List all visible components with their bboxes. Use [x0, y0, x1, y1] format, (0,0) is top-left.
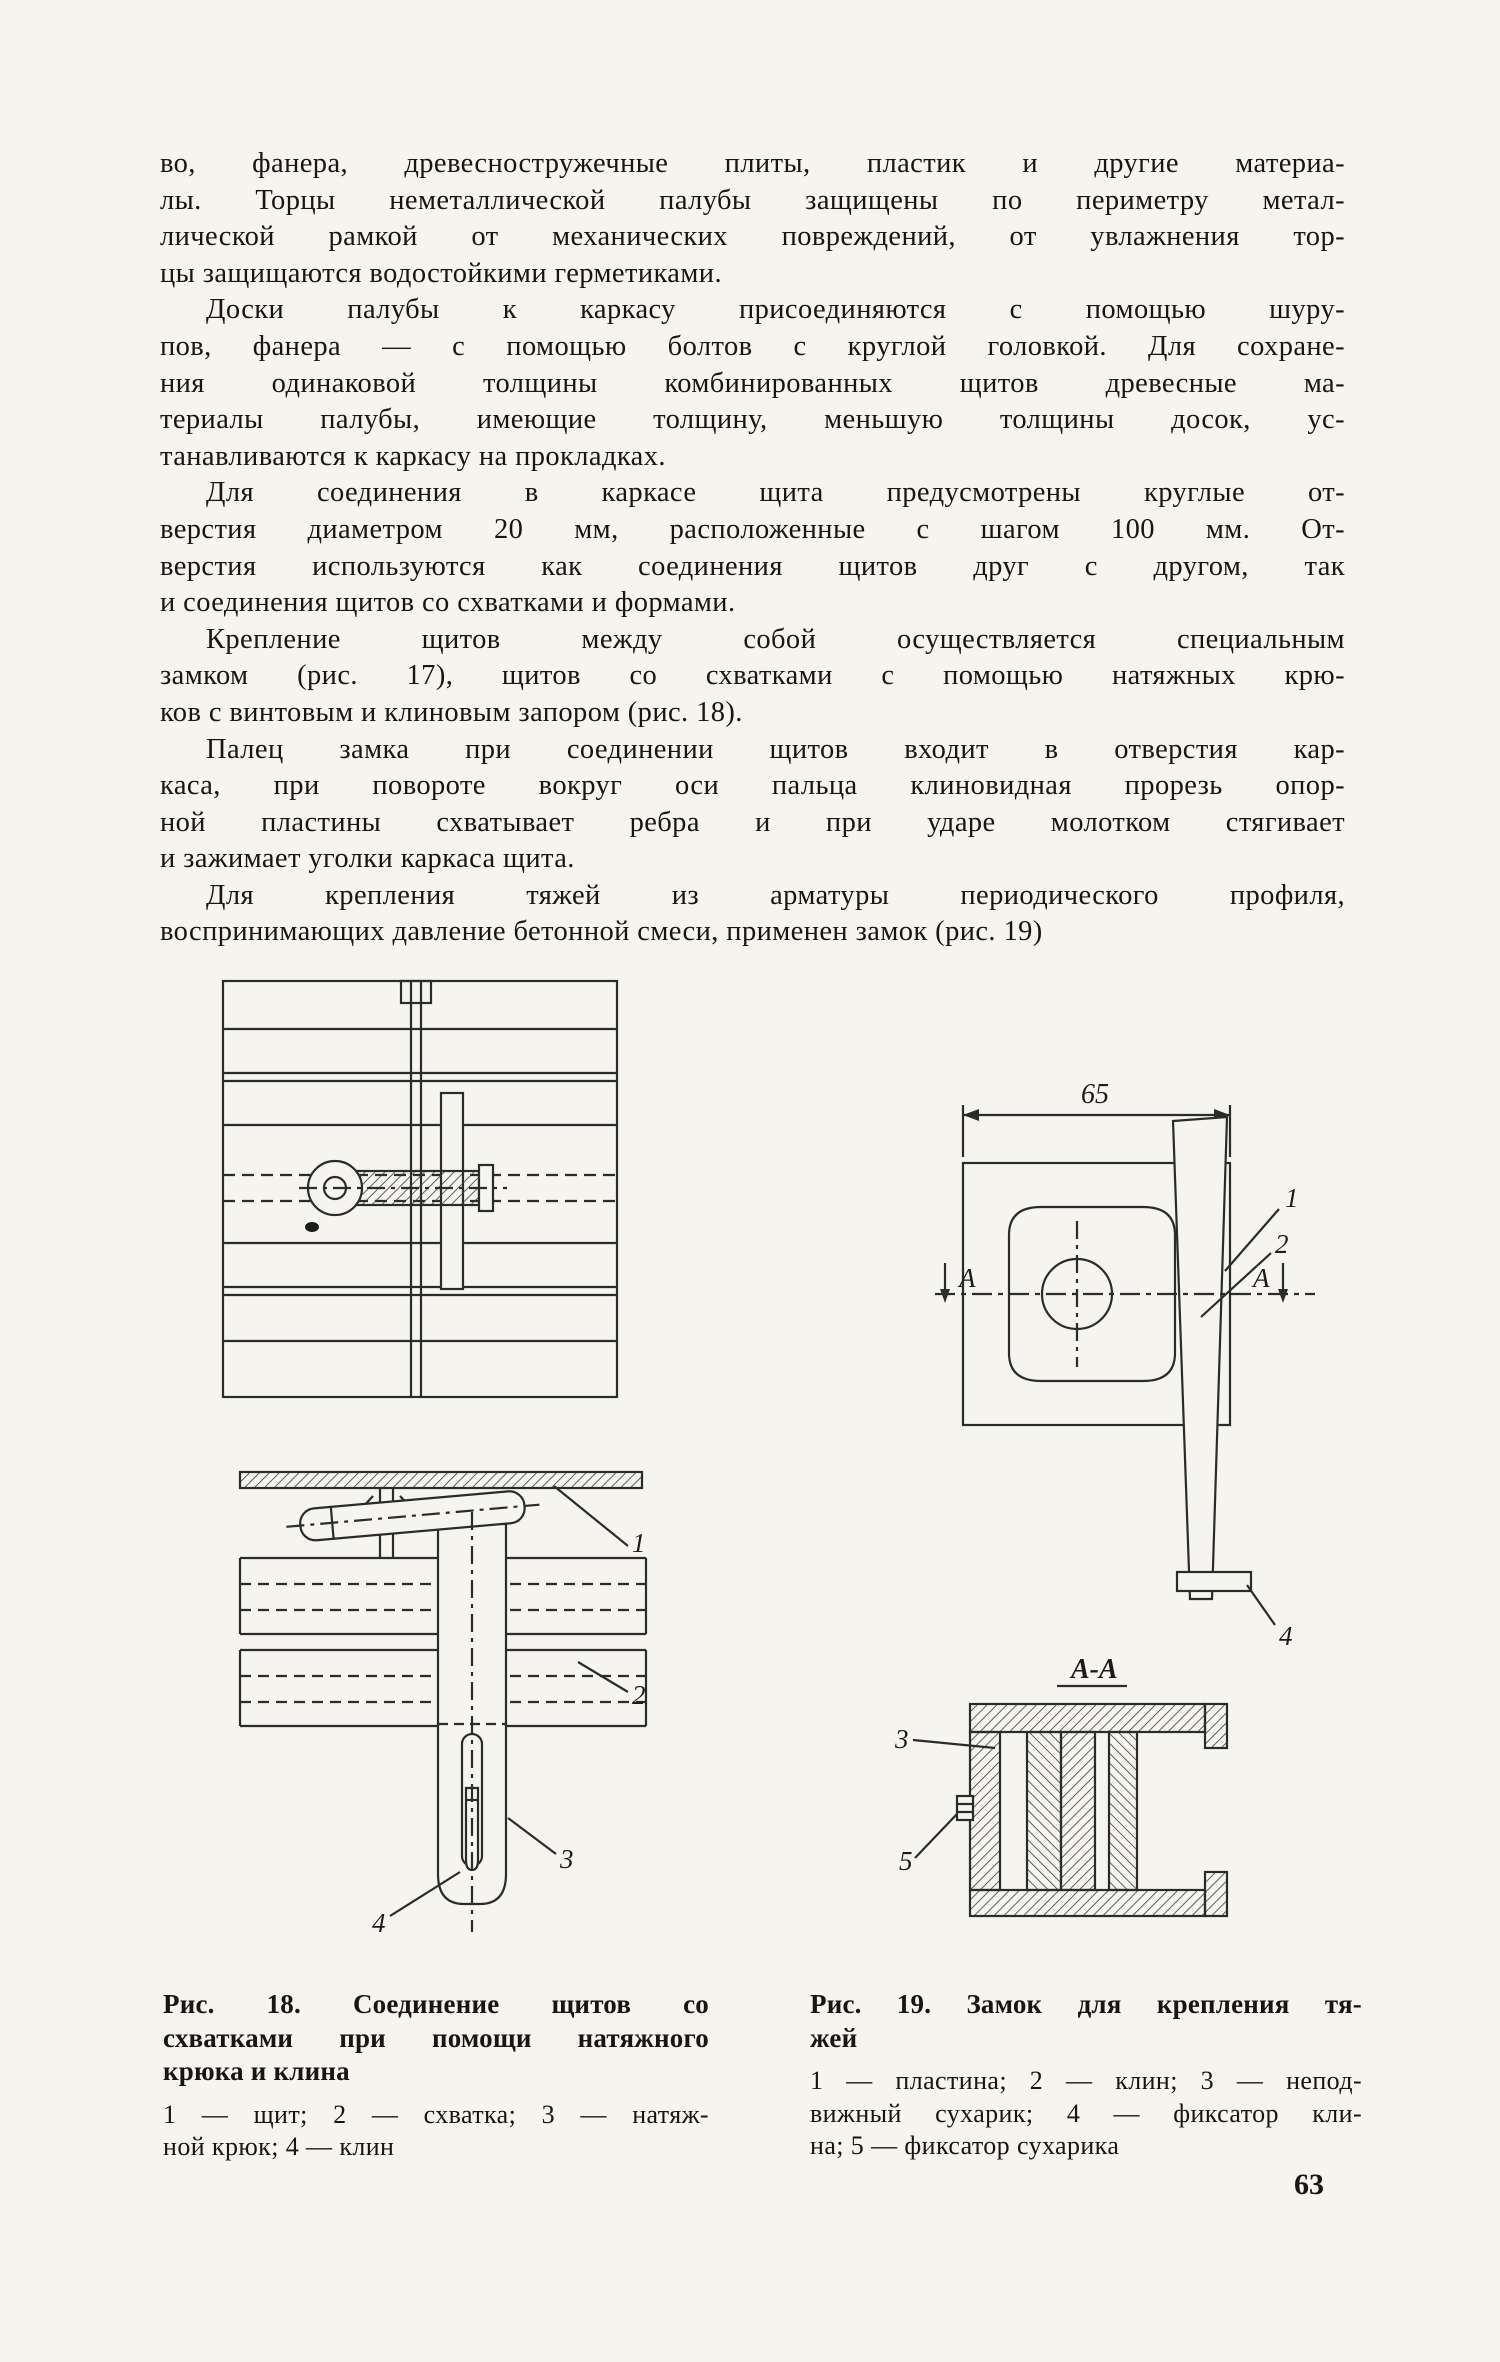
fig19-label-5: 5	[899, 1846, 913, 1876]
paragraph	[160, 292, 1345, 475]
text-line: на; 5 — фиксатор сухарика	[810, 2131, 1120, 2160]
figure-18-caption	[163, 1988, 709, 2164]
text-line: ния одинаковой толщины комбинированных щитов древесные ма-	[160, 367, 1345, 399]
fig19-label-4: 4	[1279, 1621, 1293, 1651]
figure-19-caption-legend	[810, 2065, 1362, 2163]
paragraph	[160, 732, 1345, 878]
panel-edge-section	[240, 1472, 642, 1488]
figure-19-caption-title	[810, 1988, 1362, 2055]
wedge	[1173, 1117, 1227, 1599]
fig18-label-1: 1	[632, 1528, 646, 1558]
fixed-block-section	[1027, 1732, 1061, 1890]
paragraph	[160, 878, 1345, 951]
text-block	[160, 146, 1345, 951]
page-number: 63	[1294, 2168, 1324, 2201]
text-line: Доски палубы к каркасу присоединяются с помощью шуру-	[206, 294, 1345, 326]
paragraph	[160, 622, 1345, 732]
wedge-section	[1061, 1732, 1095, 1890]
text-line: и зажимает уголки каркаса щита.	[160, 843, 575, 875]
fig19-section-title: А-А	[1071, 1654, 1118, 1685]
text-line: во, фанера, древесностружечные плиты, пластик и другие материа-	[160, 148, 1345, 179]
paragraph	[160, 475, 1345, 621]
figure-19-caption	[810, 1988, 1362, 2163]
text-line: териалы палубы, имеющие толщину, меньшую толщины досок, ус-	[160, 404, 1345, 436]
text-line: крюка и клина	[163, 2056, 350, 2086]
figure-19-top-drawing	[935, 1075, 1315, 1660]
text-line: Для крепления тяжей из арматуры периодического профиля,	[206, 879, 1345, 911]
text-line: схватками при помощи натяжного	[163, 2022, 709, 2053]
text-line: Рис. 19. Замок для крепления тя-	[810, 1989, 1362, 2019]
text-line: пов, фанера — с помощью болтов с круглой головкой. Для сохране-	[160, 330, 1345, 362]
fig18-label-3: 3	[560, 1844, 574, 1874]
text-line: верстия используются как соединения щитов друг с другом, так	[160, 550, 1345, 582]
fig19-label-2: 2	[1275, 1229, 1289, 1259]
text-line: каса, при повороте вокруг оси пальца клиновидная прорезь опор-	[160, 770, 1345, 802]
fig19-label-1: 1	[1285, 1183, 1299, 1213]
fig19-section-mark-right: А	[1253, 1263, 1270, 1293]
fig18-label-4: 4	[372, 1908, 386, 1938]
text-line: ной пластины схватывает ребра и при ударе молотком стягивает	[160, 806, 1345, 838]
text-line: замком (рис. 17), щитов со схватками с помощью натяжных крю-	[160, 660, 1345, 692]
text-line: ной крюк; 4 — клин	[163, 2132, 395, 2161]
text-line: цы защищаются водостойкими герметиками.	[160, 257, 722, 289]
fig18-label-2: 2	[632, 1680, 646, 1710]
text-line: ков с винтовым и клиновым запором (рис. 18).	[160, 696, 743, 728]
text-line: 1 — пластина; 2 — клин; 3 — непод-	[810, 2066, 1362, 2095]
text-line: Рис. 18. Соединение щитов со	[163, 1989, 709, 2019]
text-line: и соединения щитов со схватками и формами.	[160, 587, 736, 619]
text-line: 1 — щит; 2 — схватка; 3 — натяж-	[163, 2099, 709, 2129]
figure-18-bottom-drawing	[230, 1462, 662, 1967]
ink-spot	[305, 1222, 319, 1232]
figure-18-caption-title	[163, 1988, 709, 2089]
wedge-fixator	[1177, 1572, 1251, 1591]
text-line: танавливаются к каркасу на прокладках.	[160, 440, 666, 472]
fig19-dimension-65: 65	[1081, 1079, 1109, 1110]
text-line: воспринимающих давление бетонной смеси, применен замок (рис. 19)	[160, 916, 1043, 948]
figure-18-caption-legend	[163, 2099, 709, 2164]
text-line: Палец замка при соединении щитов входит в отверстия кар-	[206, 733, 1345, 765]
block-fixator	[957, 1796, 973, 1820]
text-line: Крепление щитов между собой осуществляется специальным	[206, 623, 1345, 655]
figure-18-top-drawing	[215, 975, 625, 1405]
text-line: лической рамкой от механических повреждений, от увлажнения тор-	[160, 221, 1345, 253]
paragraph	[160, 146, 1345, 292]
text-line: Для соединения в каркасе щита предусмотрены круглые от-	[206, 477, 1345, 509]
fig19-section-mark-left: А	[959, 1263, 976, 1293]
fig19-label-3: 3	[895, 1724, 909, 1754]
figure-19-section-drawing	[875, 1648, 1247, 1948]
text-line: верстия диаметром 20 мм, расположенные с шагом 100 мм. От-	[160, 513, 1345, 545]
text-line: лы. Торцы неметаллической палубы защищены по периметру метал-	[160, 184, 1345, 216]
text-line: вижный сухарик; 4 — фиксатор кли-	[810, 2098, 1362, 2128]
text-line: жей	[810, 2022, 858, 2053]
